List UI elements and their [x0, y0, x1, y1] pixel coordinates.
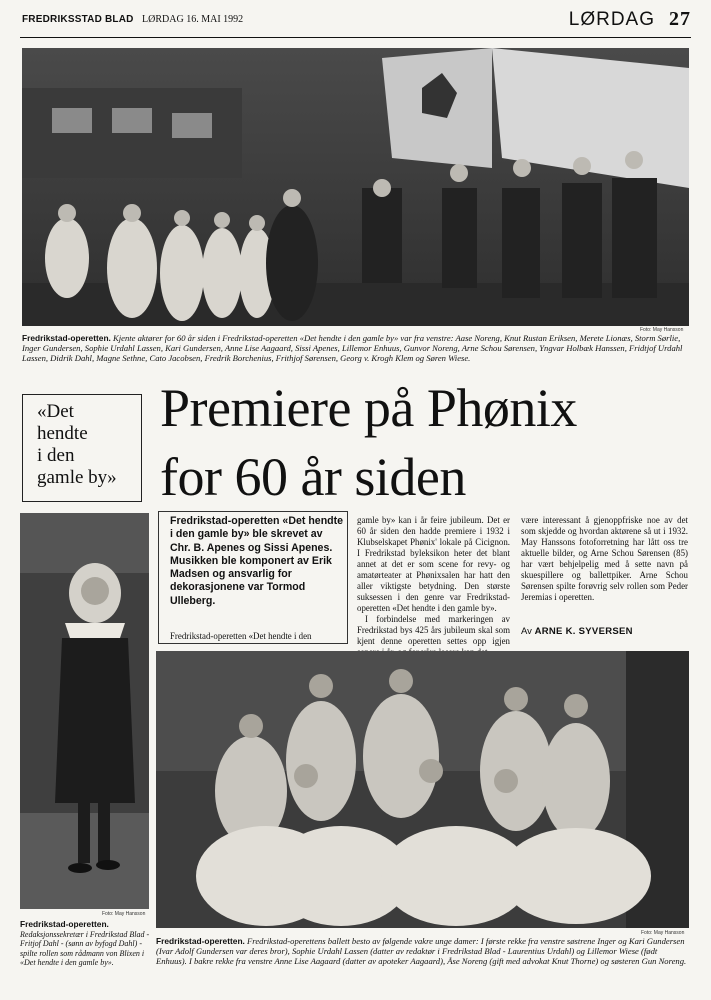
kicker-box: [22, 394, 142, 502]
top-caption-lead: Fredrikstad-operetten.: [22, 333, 111, 343]
ballet-photo-credit: Foto: May Hansson: [641, 930, 685, 936]
column-3-paragraph: være interessant å gjenoppfriske noe av det som skjedde og hvordan aktørene så ut i 1932. May Hanssons fotoforretning har lått oss tre aktuelle bilder, og Arne Schou Sørensen (85) har vært behjelpelig med å sette navn på skuespillere og ballettpiker. Arne Schou Sørensen spilte forøvrig selv rollen som Peder Jeremias i operetten.: [521, 515, 688, 602]
kicker-line: gamle by»: [37, 467, 117, 488]
top-caption-text: Kjente aktører for 60 år siden i Fredrikstad-operetten «Det hendte i den gamle by» var fra venstre: Aase Noreng, Knut Rustan Eriksen, Merete Lionæs, Storm Sørlie, Inger Gundersen, Sophie Urdahl Lassen, Kari Gundersen, Anne Lise Aagaard, Sissi Apenes, Lillemor Enhuus, Gunvor Noreng, Arne Schou Sørensen, Yngvar Holbæk Hanssen, Fridtjof Urdahl Lassen, Didrik Dahl, Magne Sethne, Cato Jacobsen, Fredrik Borchenius, Frithjof Sørensen, Georg v. Krogh Klem og Søren Wiese.: [22, 333, 683, 364]
ballet-caption-lead: Fredrikstad-operetten.: [156, 936, 245, 946]
portrait-caption-lead: Fredrikstad-operetten.: [20, 919, 109, 929]
page-header-right: [569, 8, 691, 31]
column-1-start: Fredrikstad-operetten «Det hendte i den: [170, 631, 312, 641]
top-photo-credit: Foto: May Hansson: [640, 327, 684, 333]
column-2-paragraph: I forbindelse med markeringen av Fredrikstad bys 425 års jubileum skal som kjent denne operetten settes opp igjen: [357, 614, 510, 646]
newspaper-name: FREDRIKSSTAD BLAD: [22, 14, 134, 25]
top-stage-photo: [22, 48, 689, 326]
header-rule: [20, 37, 691, 38]
page-header-left: [22, 14, 243, 25]
headline-line-1: Premiere på Phønix: [160, 378, 577, 438]
kicker-line: hendte: [37, 423, 88, 444]
ballet-photo: [156, 651, 689, 928]
kicker-line: «Det: [37, 401, 74, 422]
page-number: 27: [669, 8, 691, 30]
byline-name: ARNE K. SYVERSEN: [534, 626, 633, 637]
article-column-2: [357, 515, 510, 658]
portrait-photo-caption: [20, 920, 150, 968]
portrait-photo: [20, 513, 149, 909]
kicker-line: i den: [37, 445, 75, 466]
article-ingress: Fredrikstad-operetten «Det hendte i den gamle by» ble skrevet av Chr. B. Apenes og Sissi Apenes. Musikken ble komponert av Erik Madsen og ansvarlig for dekorasjonene var Tormod Ulleberg.: [170, 515, 344, 607]
portrait-caption-text: Redaksjonssekretær i Fredrikstad Blad - Fritjof Dahl - (sønn av byfogd Dahl) - spilte rollen som rådmann von Blixen i «Det hendte i den gamle by».: [20, 929, 150, 968]
column-2-paragraph: gamle by» kan i år feire jubileum. Det er 60 år siden den hadde premiere i 1932 i Klubselskapet Phønix' lokale på Cicignon. I Fredrikstad byleksikon heter det blant annet at det er som scene for revy- og amatørteater at Phønixsalen har hatt den aller viktigste betydning. Den største suksessen i den genre var Fredrikstad-operetten «Det hendte i den gamle by».: [357, 515, 510, 613]
ballet-photo-caption: [156, 936, 689, 967]
byline: [521, 626, 633, 637]
byline-prefix: Av: [521, 626, 532, 637]
top-photo-caption: [22, 333, 689, 364]
article-column-3: [521, 515, 688, 603]
ballet-caption-text: Fredrikstad-operettens ballett besto av følgende vakre unge damer: I første rekke fra venstre søstrene Inger og Kari Gundersen (Ivar Adolf Gundersen var deres bror), Sophie Urdahl Lassen (datter av redaktør i Fredrikstad Blad - Laurentius Urdahl) og Lillemor Wiese (født Enhuus). I bakre rekke fra venstre Anne Lise Aagaard (datter av apoteker Aagaard), Åse Noreng (gift med advokat Knut Thorne) og søsteren Gun Noreng.: [156, 936, 687, 967]
portrait-photo-credit: Foto: May Hansson: [102, 911, 146, 917]
issue-date: LØRDAG 16. MAI 1992: [142, 14, 244, 25]
weekday-label: LØRDAG: [568, 9, 655, 30]
headline-line-2: for 60 år siden: [160, 447, 466, 507]
